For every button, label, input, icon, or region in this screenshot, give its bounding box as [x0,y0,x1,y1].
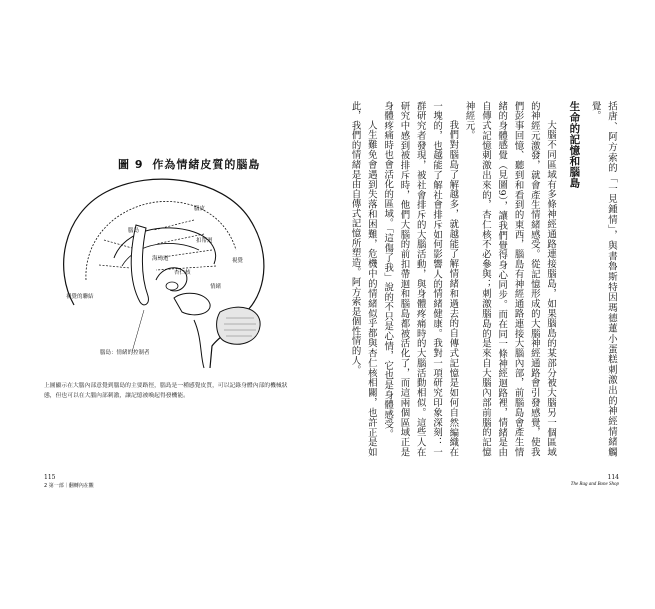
page-number-right: 114 [607,474,619,481]
page-number-left: 115 [44,474,56,481]
vertical-body-text [349,101,619,457]
insula [131,225,148,305]
thalamus [174,293,210,315]
paragraph-0: 括唐、阿方索的「一見鍾情」，與書魯斯特因瑪德蓮小蛋糕刺激出的神經情緒觸覺。 [589,101,617,457]
label-emotion: 情緒 [210,284,222,290]
label-visual-link: 視覺的聯結 [66,294,94,300]
label-cortex: 腦皮 [194,206,206,212]
paragraph-3: 我們對腦島了解越多，就越能了解情緒和過去的自傳式記憶是如何自然編織在一塊的，也越能了解社會排斥如何影響人的情緒健康。我對一項研究印象深刻：一群研究者發現，被社會排斥的大腦活動，與身體疼痛時的大腦活動相似。這些人在研究中感到被排斥時，他們大腦的前扣帶迴和腦島都被活化了，而這兩個區域正是身體疼痛時也會活化的區域。「這傷了我」說的不只是心情，它也是身體感受。 [382,101,459,457]
amygdala [166,282,178,290]
cortex-fold [86,201,236,280]
running-head-left: 2 第一部｜翻轉內在觀 [44,483,94,489]
leader-line [132,310,144,352]
right-page [328,0,655,609]
paragraph-2: 大腦不同區域有多條神經通路連接腦島，如果腦島的某部分被大腦另一個區域的神經元激發，就會產生情緒感受。從記憶形成的大腦神經通路會引發感覺，使我們彭事回憶、聽到和看到的東西，腦島有神經通路連接大腦內部，前腦島會產生情緒的身體感覺（見圖9），讓我們覺得身心同步。而在同一條神經迴路裡，情緒是由自傳式記憶刺激出來的，杏仁核不必參與；刺激腦島的是來自大腦內部前腦的記憶神經元。 [463,101,557,457]
label-cingulate: 扣帶迴 [196,238,213,244]
label-insula: 腦島 [128,228,140,234]
pathway-arrows [99,220,216,270]
figure-title-text: 作為情緒皮質的腦島 [152,158,261,171]
brainstem-outline [194,320,204,368]
label-insula-caption: 腦島：情緒的控制者 [100,350,150,356]
running-head-right: The Rag and Bone Shop [570,482,619,487]
paragraph-4: 人生難免會遇到失落和困難，危機中的情緒似乎都與杏仁核相關，也許正是如此，我們的情緒是由自傳式記憶所塑造。阿方索是個性情的人。 [349,101,377,457]
section-heading: 生命的記憶和腦島 [568,101,581,189]
left-page [0,0,327,609]
label-vision: 視覺 [232,258,244,264]
brain-diagram [44,170,284,370]
label-amygdala: 杏仁核 [174,270,191,276]
figure-number: 圖 9 [118,158,144,171]
figure-caption: 上圖顯示在大腦內部意覺到腦島的主要路徑，腦島是一種感覺皮質，可以記錄身體內部的機械狀態，但也可以在大腦內部刺激，讓記憶被喚起得發機能。 [44,383,288,399]
cerebellum [217,307,260,344]
label-hippocampus: 海馬迴 [152,256,169,262]
